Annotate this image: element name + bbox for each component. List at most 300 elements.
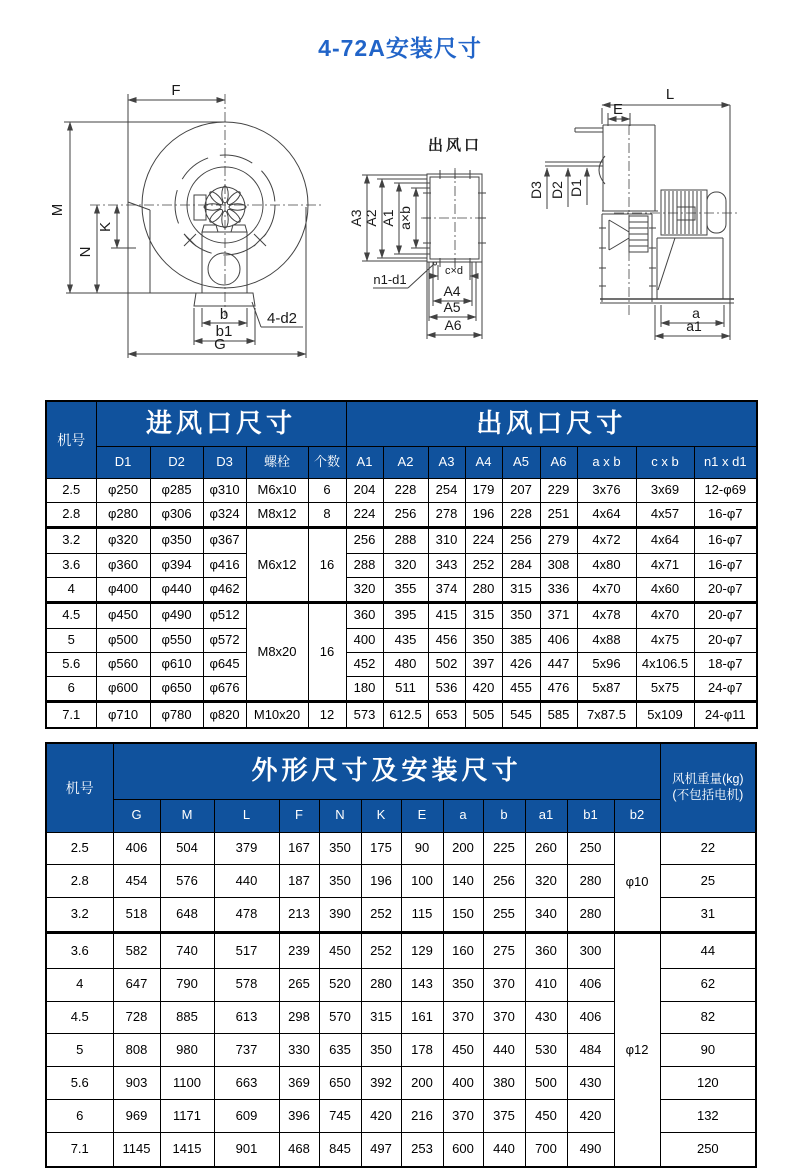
value-cell: φ250 [96, 478, 150, 502]
value-cell: 390 [319, 898, 361, 933]
value-cell: 12-φ69 [694, 478, 757, 502]
value-cell: 5x87 [577, 676, 636, 702]
outlet-group-header: 出风口尺寸 [346, 401, 757, 446]
table-row [46, 577, 757, 603]
value-cell: 903 [113, 1067, 160, 1100]
col-header-N: N [319, 799, 361, 832]
value-cell: 115 [401, 898, 443, 933]
outlet-view-drawing [345, 118, 515, 348]
value-cell: 609 [214, 1100, 279, 1133]
value-cell: φ310 [203, 478, 246, 502]
machine-no-cell: 7.1 [46, 702, 96, 728]
value-cell: φ285 [150, 478, 203, 502]
value-cell: 392 [361, 1067, 401, 1100]
value-cell: 161 [401, 1001, 443, 1034]
dims-group-header: 外形尺寸及安装尺寸 [113, 743, 660, 799]
value-cell: 256 [502, 528, 540, 554]
value-cell: 253 [401, 1133, 443, 1167]
value-cell: φ650 [150, 676, 203, 702]
value-cell: 420 [361, 1100, 401, 1133]
value-cell: 576 [160, 865, 214, 898]
value-cell: 370 [483, 1001, 525, 1034]
value-cell: 7x87.5 [577, 702, 636, 728]
value-cell: 504 [160, 832, 214, 865]
value-cell: 1171 [160, 1100, 214, 1133]
col-header-M: M [160, 799, 214, 832]
value-cell: 397 [465, 652, 502, 676]
col-header-bolt: 螺栓 [246, 446, 308, 478]
value-cell: 239 [279, 933, 319, 968]
value-cell: 380 [483, 1067, 525, 1100]
subheader-row [46, 799, 756, 832]
value-cell: 613 [214, 1001, 279, 1034]
value-cell: 790 [160, 968, 214, 1001]
value-cell: φ360 [96, 553, 150, 577]
value-cell: 288 [346, 553, 383, 577]
value-cell: φ10 [614, 832, 660, 933]
value-cell: 808 [113, 1034, 160, 1067]
value-cell: 25 [660, 865, 756, 898]
col-header-n1xd1: n1 x d1 [694, 446, 757, 478]
value-cell: 251 [540, 502, 577, 528]
value-cell: 406 [113, 832, 160, 865]
dim-label-M: M [49, 203, 66, 217]
col-header-F: F [279, 799, 319, 832]
value-cell: 885 [160, 1001, 214, 1034]
weight-header [660, 743, 756, 832]
inlet-group-header: 进风口尺寸 [96, 401, 346, 446]
table-row [46, 702, 757, 728]
value-cell: 420 [465, 676, 502, 702]
col-header-D2: D2 [150, 446, 203, 478]
page-title: 4-72A安装尺寸 [318, 35, 482, 61]
value-cell: 330 [279, 1034, 319, 1067]
motor-support [657, 238, 723, 299]
motor [661, 190, 726, 235]
dim-label-b1: b1 [215, 323, 233, 340]
value-cell: 315 [502, 577, 540, 603]
side-view-dimensions-bottom [655, 305, 730, 340]
value-cell: 371 [540, 603, 577, 629]
value-cell: 90 [401, 832, 443, 865]
value-cell: 22 [660, 832, 756, 865]
value-cell: 450 [443, 1034, 483, 1067]
value-cell: 400 [443, 1067, 483, 1100]
machine-no-cell: 6 [46, 676, 96, 702]
value-cell: 280 [567, 898, 614, 933]
value-cell: 370 [443, 1001, 483, 1034]
machine-no-cell: 3.2 [46, 528, 96, 554]
value-cell: 4x88 [577, 628, 636, 652]
value-cell: 216 [401, 1100, 443, 1133]
machine-no-cell: 2.8 [46, 865, 113, 898]
value-cell: 1100 [160, 1067, 214, 1100]
value-cell: M6x12 [246, 528, 308, 603]
value-cell: 340 [525, 898, 567, 933]
value-cell: 196 [465, 502, 502, 528]
dim-label-D2: D2 [549, 181, 565, 199]
value-cell: 278 [428, 502, 465, 528]
value-cell: 520 [319, 968, 361, 1001]
value-cell: 400 [346, 628, 383, 652]
value-cell: φ280 [96, 502, 150, 528]
outlet-dimensions [348, 175, 482, 339]
value-cell: 447 [540, 652, 577, 676]
value-cell: 440 [214, 865, 279, 898]
machine-no-cell: 3.2 [46, 898, 113, 933]
value-cell: 120 [660, 1067, 756, 1100]
value-cell: φ500 [96, 628, 150, 652]
value-cell: 20-φ7 [694, 628, 757, 652]
col-header-a: a [443, 799, 483, 832]
outlet-flange [421, 168, 488, 268]
value-cell: 167 [279, 832, 319, 865]
value-cell: 454 [113, 865, 160, 898]
value-cell: φ780 [150, 702, 203, 728]
machine-no-cell: 5 [46, 628, 96, 652]
value-cell: 370 [443, 1100, 483, 1133]
value-cell: 284 [502, 553, 540, 577]
value-cell: 280 [567, 865, 614, 898]
value-cell: 90 [660, 1034, 756, 1067]
value-cell: 1415 [160, 1133, 214, 1167]
value-cell: 320 [346, 577, 383, 603]
col-header-D3: D3 [203, 446, 246, 478]
col-header-A5: A5 [502, 446, 540, 478]
value-cell: 228 [383, 478, 428, 502]
value-cell: 500 [525, 1067, 567, 1100]
value-cell: 406 [567, 968, 614, 1001]
value-cell: 370 [483, 968, 525, 1001]
value-cell: 385 [502, 628, 540, 652]
value-cell: 16-φ7 [694, 553, 757, 577]
col-header-G: G [113, 799, 160, 832]
value-cell: 320 [525, 865, 567, 898]
value-cell: 484 [567, 1034, 614, 1067]
value-cell: 585 [540, 702, 577, 728]
value-cell: 228 [502, 502, 540, 528]
value-cell: 379 [214, 832, 279, 865]
value-cell: 187 [279, 865, 319, 898]
dim-label-N: N [77, 246, 94, 258]
value-cell: 395 [383, 603, 428, 629]
base-frame [600, 299, 734, 303]
machine-no-cell: 3.6 [46, 933, 113, 968]
machine-no-cell: 4 [46, 577, 96, 603]
value-cell: φ350 [150, 528, 203, 554]
value-cell: 901 [214, 1133, 279, 1167]
value-cell: 5x75 [636, 676, 694, 702]
value-cell: φ12 [614, 933, 660, 1167]
dim-label-axb: a×b [397, 206, 413, 230]
value-cell: 20-φ7 [694, 603, 757, 629]
value-cell: 420 [567, 1100, 614, 1133]
value-cell: 845 [319, 1133, 361, 1167]
dim-label-E: E [612, 101, 624, 118]
value-cell: 175 [361, 832, 401, 865]
value-cell: 468 [279, 1133, 319, 1167]
value-cell: 320 [383, 553, 428, 577]
value-cell: 511 [383, 676, 428, 702]
table-row [46, 933, 756, 968]
value-cell: 180 [346, 676, 383, 702]
value-cell: φ820 [203, 702, 246, 728]
front-view-drawing [40, 80, 330, 370]
weight-header-line2: (不包括电机) [672, 787, 744, 802]
value-cell: φ320 [96, 528, 150, 554]
value-cell: 490 [567, 1133, 614, 1167]
value-cell: 502 [428, 652, 465, 676]
value-cell: 4x64 [636, 528, 694, 554]
value-cell: 350 [319, 865, 361, 898]
value-cell: φ550 [150, 628, 203, 652]
value-cell: 369 [279, 1067, 319, 1100]
machine-no-cell: 2.8 [46, 502, 96, 528]
value-cell: 18-φ7 [694, 652, 757, 676]
dim-label-D1: D1 [568, 179, 584, 197]
value-cell: 4x57 [636, 502, 694, 528]
value-cell: 737 [214, 1034, 279, 1067]
col-header-E: E [401, 799, 443, 832]
table-row [46, 652, 757, 676]
value-cell: 435 [383, 628, 428, 652]
value-cell: 653 [428, 702, 465, 728]
value-cell: 16 [308, 528, 346, 603]
value-cell: 143 [401, 968, 443, 1001]
value-cell: 452 [346, 652, 383, 676]
machine-no-cell: 2.5 [46, 478, 96, 502]
table-row [46, 628, 757, 652]
value-cell: 4x72 [577, 528, 636, 554]
value-cell: 360 [346, 603, 383, 629]
value-cell: 213 [279, 898, 319, 933]
value-cell: 280 [361, 968, 401, 1001]
value-cell: 8 [308, 502, 346, 528]
value-cell: 254 [428, 478, 465, 502]
value-cell: φ394 [150, 553, 203, 577]
value-cell: 288 [383, 528, 428, 554]
fan-scroll-casing [66, 94, 321, 316]
inlet-outlet-table-section [45, 400, 758, 729]
value-cell: 12 [308, 702, 346, 728]
table-row [46, 528, 757, 554]
value-cell: 582 [113, 933, 160, 968]
value-cell: 315 [361, 1001, 401, 1034]
overall-dims-table [45, 742, 757, 1168]
machine-no-cell: 4.5 [46, 603, 96, 629]
value-cell: 4x64 [577, 502, 636, 528]
side-view-drawing [530, 78, 745, 343]
dim-label-A3: A3 [348, 209, 364, 227]
machine-no-cell: 3.6 [46, 553, 96, 577]
table-row [46, 676, 757, 702]
dim-label-D3: D3 [528, 181, 544, 199]
value-cell: 728 [113, 1001, 160, 1034]
value-cell: 350 [361, 1034, 401, 1067]
value-cell: 24-φ7 [694, 676, 757, 702]
col-header-a1: a1 [525, 799, 567, 832]
inlet-diameter-dimensions [528, 168, 587, 209]
col-header-b: b [483, 799, 525, 832]
value-cell: 100 [401, 865, 443, 898]
value-cell: 298 [279, 1001, 319, 1034]
value-cell: M10x20 [246, 702, 308, 728]
value-cell: 497 [361, 1133, 401, 1167]
col-header-A3: A3 [428, 446, 465, 478]
value-cell: φ324 [203, 502, 246, 528]
col-header-D1: D1 [96, 446, 150, 478]
dim-label-4-d2: 4-d2 [266, 310, 298, 327]
value-cell: 44 [660, 933, 756, 968]
value-cell: 256 [483, 865, 525, 898]
machine-no-cell: 7.1 [46, 1133, 113, 1167]
value-cell: 517 [214, 933, 279, 968]
value-cell: 350 [443, 968, 483, 1001]
value-cell: 200 [443, 832, 483, 865]
value-cell: 430 [525, 1001, 567, 1034]
value-cell: 573 [346, 702, 383, 728]
overall-dims-table-section [45, 742, 757, 1168]
value-cell: 440 [483, 1034, 525, 1067]
col-header-A6: A6 [540, 446, 577, 478]
value-cell: φ306 [150, 502, 203, 528]
value-cell: 196 [361, 865, 401, 898]
value-cell: 4x70 [577, 577, 636, 603]
value-cell: 5x109 [636, 702, 694, 728]
value-cell: 478 [214, 898, 279, 933]
value-cell: 6 [308, 478, 346, 502]
machine-no-cell: 4 [46, 968, 113, 1001]
value-cell: 16-φ7 [694, 528, 757, 554]
value-cell: 252 [465, 553, 502, 577]
value-cell: φ416 [203, 553, 246, 577]
weight-header-line1: 风机重量(kg) [672, 772, 744, 787]
value-cell: 374 [428, 577, 465, 603]
dim-label-A1: A1 [380, 209, 396, 227]
col-header-axb: a x b [577, 446, 636, 478]
value-cell: 450 [525, 1100, 567, 1133]
value-cell: 480 [383, 652, 428, 676]
value-cell: 4x75 [636, 628, 694, 652]
value-cell: 650 [319, 1067, 361, 1100]
value-cell: 980 [160, 1034, 214, 1067]
value-cell: 476 [540, 676, 577, 702]
value-cell: M6x10 [246, 478, 308, 502]
value-cell: 355 [383, 577, 428, 603]
value-cell: 545 [502, 702, 540, 728]
subheader-row [46, 446, 757, 478]
machine-no-cell: 6 [46, 1100, 113, 1133]
value-cell: φ560 [96, 652, 150, 676]
value-cell: 265 [279, 968, 319, 1001]
machine-no-header: 机号 [46, 743, 113, 832]
col-header-A1: A1 [346, 446, 383, 478]
value-cell: 4x60 [636, 577, 694, 603]
value-cell: 456 [428, 628, 465, 652]
value-cell: 315 [465, 603, 502, 629]
value-cell: 229 [540, 478, 577, 502]
value-cell: 256 [383, 502, 428, 528]
value-cell: 300 [567, 933, 614, 968]
inlet-outlet-table [45, 400, 758, 729]
value-cell: 204 [346, 478, 383, 502]
value-cell: 252 [361, 898, 401, 933]
col-header-A4: A4 [465, 446, 502, 478]
value-cell: 150 [443, 898, 483, 933]
value-cell: 336 [540, 577, 577, 603]
machine-no-header: 机号 [46, 401, 96, 478]
value-cell: 1145 [113, 1133, 160, 1167]
value-cell: 600 [443, 1133, 483, 1167]
dim-label-A4: A4 [443, 283, 461, 299]
value-cell: 250 [567, 832, 614, 865]
value-cell: 396 [279, 1100, 319, 1133]
machine-no-cell: 4.5 [46, 1001, 113, 1034]
value-cell: 252 [361, 933, 401, 968]
value-cell: φ450 [96, 603, 150, 629]
col-header-cxb: c x b [636, 446, 694, 478]
value-cell: 410 [525, 968, 567, 1001]
value-cell: 3x76 [577, 478, 636, 502]
value-cell: 16 [308, 603, 346, 702]
fan-casing-side [599, 211, 658, 302]
value-cell: 578 [214, 968, 279, 1001]
value-cell: φ440 [150, 577, 203, 603]
value-cell: 740 [160, 933, 214, 968]
value-cell: 350 [319, 832, 361, 865]
value-cell: 505 [465, 702, 502, 728]
value-cell: 635 [319, 1034, 361, 1067]
dim-label-cxd: c×d [444, 265, 464, 277]
value-cell: 343 [428, 553, 465, 577]
table-row [46, 502, 757, 528]
value-cell: φ600 [96, 676, 150, 702]
value-cell: 24-φ11 [694, 702, 757, 728]
value-cell: 350 [465, 628, 502, 652]
value-cell: 140 [443, 865, 483, 898]
machine-no-cell: 2.5 [46, 832, 113, 865]
table-row [46, 832, 756, 865]
value-cell: 518 [113, 898, 160, 933]
dim-label-L: L [665, 86, 675, 103]
value-cell: 179 [465, 478, 502, 502]
value-cell: M8x20 [246, 603, 308, 702]
value-cell: 745 [319, 1100, 361, 1133]
value-cell: 31 [660, 898, 756, 933]
value-cell: 160 [443, 933, 483, 968]
value-cell: φ462 [203, 577, 246, 603]
value-cell: 225 [483, 832, 525, 865]
value-cell: 612.5 [383, 702, 428, 728]
value-cell: 663 [214, 1067, 279, 1100]
dim-label-A6: A6 [444, 317, 462, 333]
value-cell: 82 [660, 1001, 756, 1034]
value-cell: 308 [540, 553, 577, 577]
value-cell: 280 [465, 577, 502, 603]
value-cell: 250 [660, 1133, 756, 1167]
value-cell: 530 [525, 1034, 567, 1067]
side-view-dimensions-top [602, 86, 730, 307]
value-cell: 16-φ7 [694, 502, 757, 528]
value-cell: 4x71 [636, 553, 694, 577]
col-header-b2: b2 [614, 799, 660, 832]
col-header-b1: b1 [567, 799, 614, 832]
value-cell: 4x80 [577, 553, 636, 577]
value-cell: 3x69 [636, 478, 694, 502]
dim-label-A5: A5 [443, 299, 461, 315]
value-cell: 450 [319, 933, 361, 968]
dim-label-K: K [97, 221, 114, 233]
